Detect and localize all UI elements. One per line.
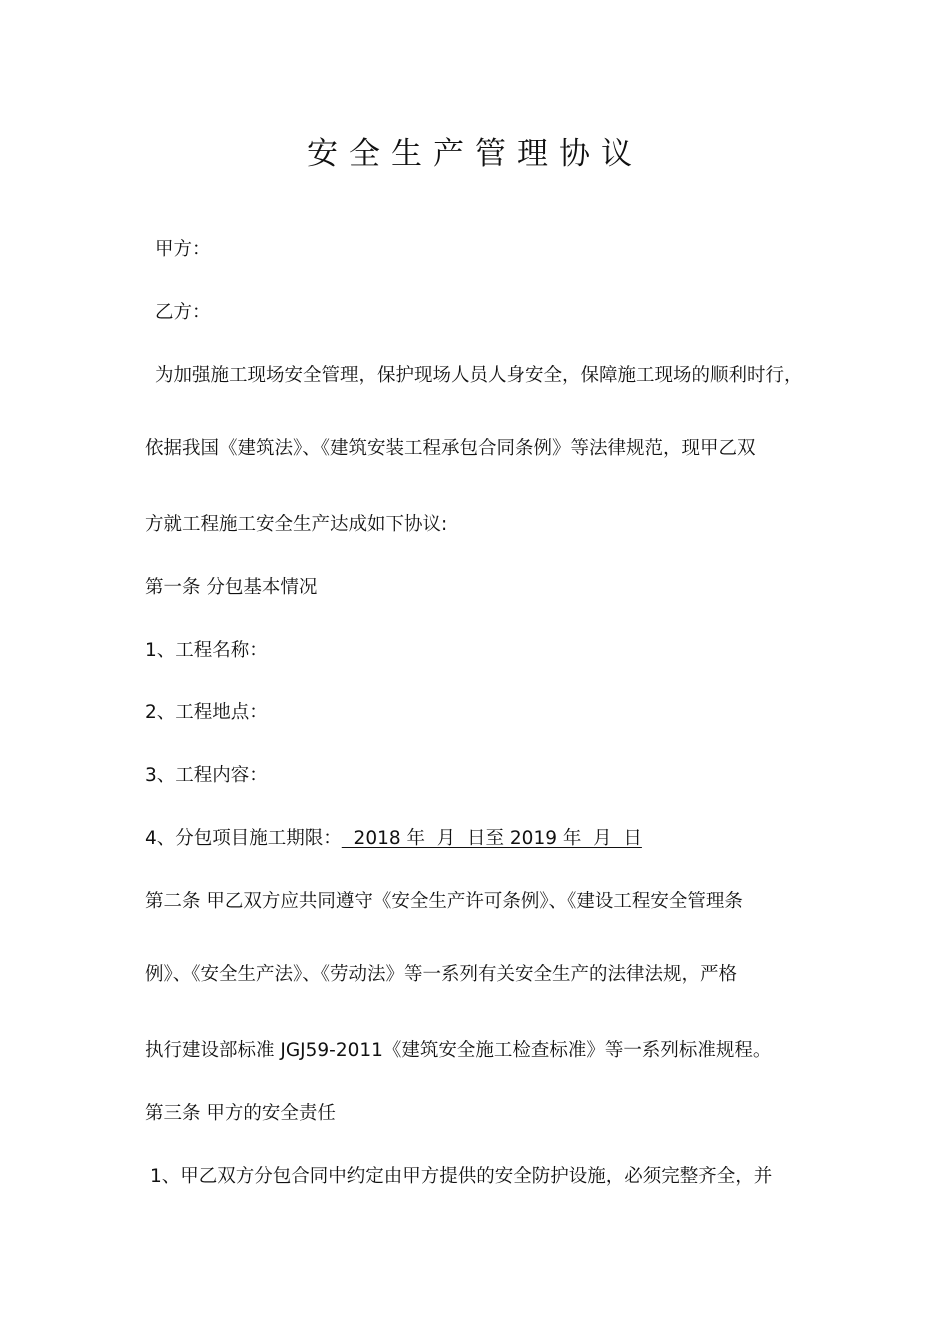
intro-line-3: 方就工程施工安全生产达成如下协议: — [145, 514, 448, 535]
document-title: 安全生产管理协议 — [307, 136, 643, 172]
article2-line-1: 第二条 甲乙双方应共同遵守《安全生产许可条例》、《建设工程安全管理条 — [145, 891, 743, 912]
period-value: 2018 年 月 日至 2019 年 月 日 — [341, 828, 642, 849]
article1-item-3: 3、工程内容： — [145, 765, 268, 786]
article2-line-3: 执行建设部标准 JGJ59-2011《建筑安全施工检查标准》等一系列标准规程。 — [145, 1040, 772, 1061]
party-b-label: 乙方： — [155, 302, 211, 323]
intro-line-1: 为加强施工现场安全管理，保护现场人员人身安全，保障施工现场的顺利时行， — [155, 365, 803, 386]
article3-item-1: 1、甲乙双方分包合同中约定由甲方提供的安全防护设施，必须完整齐全，并 — [150, 1166, 773, 1187]
article3-heading: 第三条 甲方的安全责任 — [145, 1103, 336, 1124]
article1-item-2: 2、工程地点： — [145, 702, 268, 723]
party-a-label: 甲方： — [155, 239, 211, 260]
intro-line-2: 依据我国《建筑法》、《建筑安装工程承包合同条例》等法律规范，现甲乙双 — [145, 438, 756, 459]
article2-line-2: 例》、《安全生产法》、《劳动法》等一系列有关安全生产的法律法规，严格 — [145, 964, 738, 985]
article1-item-4 — [145, 827, 642, 851]
article1-item-1: 1、工程名称： — [145, 640, 268, 661]
period-label: 4、分包项目施工期限： — [145, 828, 342, 849]
article1-heading: 第一条 分包基本情况 — [145, 577, 318, 598]
